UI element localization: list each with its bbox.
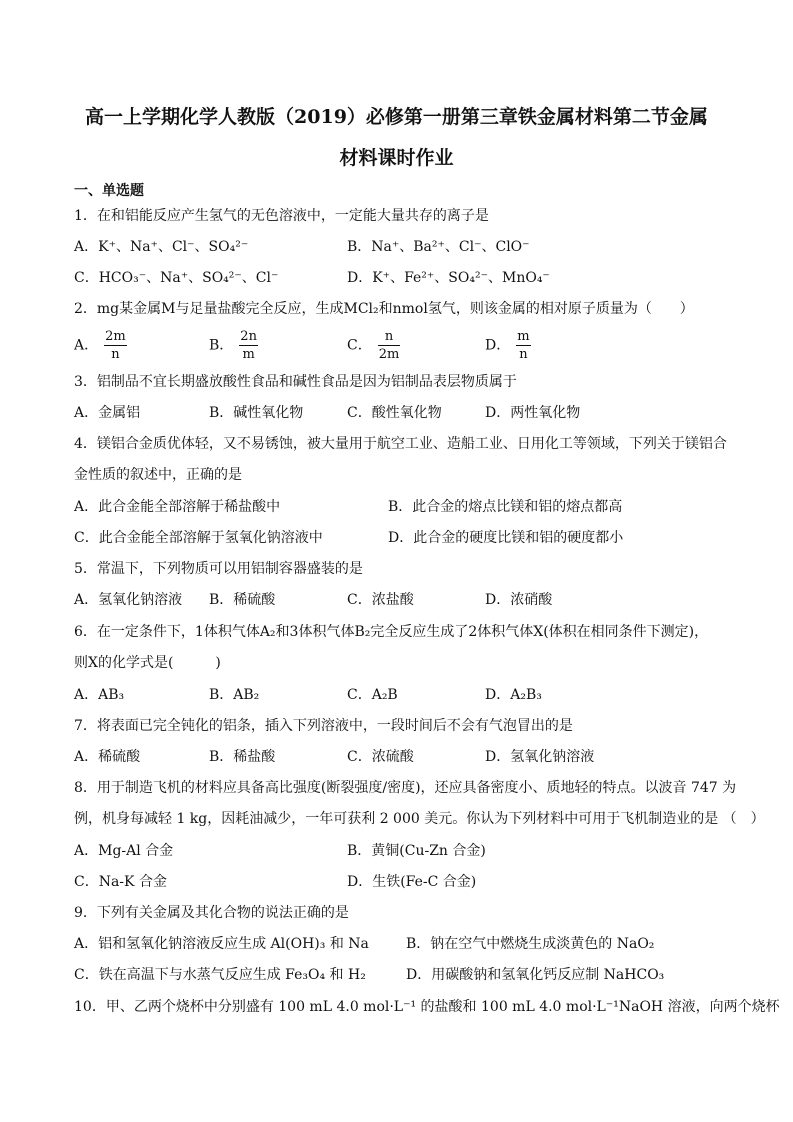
question-4-option-c: C．此合金能全部溶解于氢氧化钠溶液中 <box>74 530 323 546</box>
question-9-option-a: A．铝和氢氧化钠溶液反应生成 Al(OH)₃ 和 Na <box>74 936 369 952</box>
question-3-option-b: B．碱性氧化物 <box>209 405 304 421</box>
question-9-option-b: B．钠在空气中燃烧生成淡黄色的 NaO₂ <box>406 936 655 952</box>
fraction <box>516 328 530 363</box>
question-5-option-a: A．氢氧化钠溶液 <box>74 592 183 608</box>
fraction-numerator: n <box>378 328 401 346</box>
question-2-option-b <box>209 328 258 363</box>
question-8-stem-line-1: 8．用于制造飞机的材料应具备高比强度(断裂强度/密度)，还应具备密度小、质地轻的特点。以波音 747 为 <box>74 780 737 796</box>
question-7-stem: 7．将表面已完全钝化的铝条，插入下列溶液中，一段时间后不会有气泡冒出的是 <box>74 718 573 734</box>
question-8-option-d: D．生铁(Fe-C 合金) <box>347 874 477 890</box>
question-7-option-c: C．浓硫酸 <box>347 749 414 765</box>
question-8-option-b: B．黄铜(Cu-Zn 合金) <box>347 843 486 859</box>
fraction-numerator: 2m <box>105 329 126 344</box>
question-5-stem: 5．常温下，下列物质可以用铝制容器盛装的是 <box>74 561 363 577</box>
question-9-stem: 9．下列有关金属及其化合物的说法正确的是 <box>74 905 349 921</box>
question-6-option-d: D．A₂B₃ <box>485 687 542 703</box>
fraction-denominator: n <box>519 347 528 362</box>
question-6-stem-line-2: 则X的化学式是( ) <box>74 655 221 671</box>
question-3-stem: 3．铝制品不宜长期盛放酸性食品和碱性食品是因为铝制品表层物质属于 <box>74 374 517 390</box>
question-6-option-b: B．AB₂ <box>209 687 260 703</box>
question-5-option-d: D．浓硝酸 <box>485 592 553 608</box>
question-5-option-c: C．浓盐酸 <box>347 592 414 608</box>
question-8-option-c: C．Na-K 合金 <box>74 874 167 890</box>
fraction <box>104 328 127 363</box>
question-2-option-a <box>74 328 127 363</box>
question-8-option-a: A．Mg-Al 合金 <box>74 843 174 859</box>
question-3-option-a: A．金属铝 <box>74 405 141 421</box>
worksheet-title-line-1: 高一上学期化学人教版（2019）必修第一册第三章铁金属材料第二节金属 <box>85 106 708 128</box>
question-2-stem: 2．mg某金属M与足量盐酸完全反应，生成MCl₂和nmol氢气，则该金属的相对原子质量为（ ） <box>74 301 694 317</box>
question-6-option-a: A．AB₃ <box>74 687 125 703</box>
question-3-option-d: D．两性氧化物 <box>485 405 581 421</box>
question-9-option-c: C．铁在高温下与水蒸气反应生成 Fe₃O₄ 和 H₂ <box>74 967 366 983</box>
question-1-option-d: D．K⁺、Fe²⁺、SO₄²⁻、MnO₄⁻ <box>347 270 550 286</box>
question-4-option-a: A．此合金能全部溶解于稀盐酸中 <box>74 499 281 515</box>
fraction-denominator: m <box>242 347 255 362</box>
fraction-denominator: 2m <box>378 347 400 362</box>
question-1-option-c: C．HCO₃⁻、Na⁺、SO₄²⁻、Cl⁻ <box>74 270 279 286</box>
question-6-stem-line-1: 6．在一定条件下，1体积气体A₂和3体积气体B₂完全反应生成了2体积气体X(体积在相同条件下测定)， <box>74 624 709 640</box>
question-7-option-b: B．稀盐酸 <box>209 749 276 765</box>
option-label: B． <box>209 337 234 354</box>
question-1-option-a: A．K⁺、Na⁺、Cl⁻、SO₄²⁻ <box>74 239 249 255</box>
question-2-option-d <box>485 328 531 363</box>
question-4-option-d: D．此合金的硬度比镁和铝的硬度都小 <box>388 530 624 546</box>
worksheet-title-line-2: 材料课时作业 <box>339 147 454 169</box>
question-7-option-d: D．氢氧化钠溶液 <box>485 749 595 765</box>
option-label: C． <box>347 337 372 354</box>
option-label: D． <box>485 337 511 354</box>
fraction <box>239 328 258 363</box>
question-7-option-a: A．稀硫酸 <box>74 749 141 765</box>
question-4-stem-line-1: 4．镁铝合金质优体轻，又不易锈蚀，被大量用于航空工业、造船工业、日用化工等领域，下列关于镁铝合 <box>74 436 727 452</box>
section-heading: 一、单选题 <box>74 183 144 199</box>
fraction <box>378 328 401 363</box>
question-4-option-b: B．此合金的熔点比镁和铝的熔点都高 <box>388 499 623 515</box>
question-1-stem: 1．在和铝能反应产生氢气的无色溶液中，一定能大量共存的离子是 <box>74 208 489 224</box>
question-5-option-b: B．稀硫酸 <box>209 592 276 608</box>
question-9-option-d: D．用碳酸钠和氢氧化钙反应制 NaHCO₃ <box>406 967 665 983</box>
fraction-numerator: m <box>517 329 530 344</box>
question-4-stem-line-2: 金性质的叙述中，正确的是 <box>74 467 242 483</box>
question-2-option-c <box>347 328 400 363</box>
question-6-option-c: C．A₂B <box>347 687 398 703</box>
option-label: A． <box>74 337 99 354</box>
question-1-option-b: B．Na⁺、Ba²⁺、Cl⁻、ClO⁻ <box>347 239 530 255</box>
fraction-numerator: 2n <box>240 329 257 344</box>
question-8-stem-line-2: 例，机身每减轻 1 kg，因耗油减少，一年可获利 2 000 美元。你认为下列材料中可用于飞机制造业的是 （ ） <box>74 811 765 827</box>
fraction-denominator: n <box>111 347 120 362</box>
question-10-stem: 10．甲、乙两个烧杯中分别盛有 100 mL 4.0 mol·L⁻¹ 的盐酸和 100 mL 4.0 mol·L⁻¹NaOH 溶液，向两个烧杯 <box>74 999 780 1015</box>
question-3-option-c: C．酸性氧化物 <box>347 405 442 421</box>
